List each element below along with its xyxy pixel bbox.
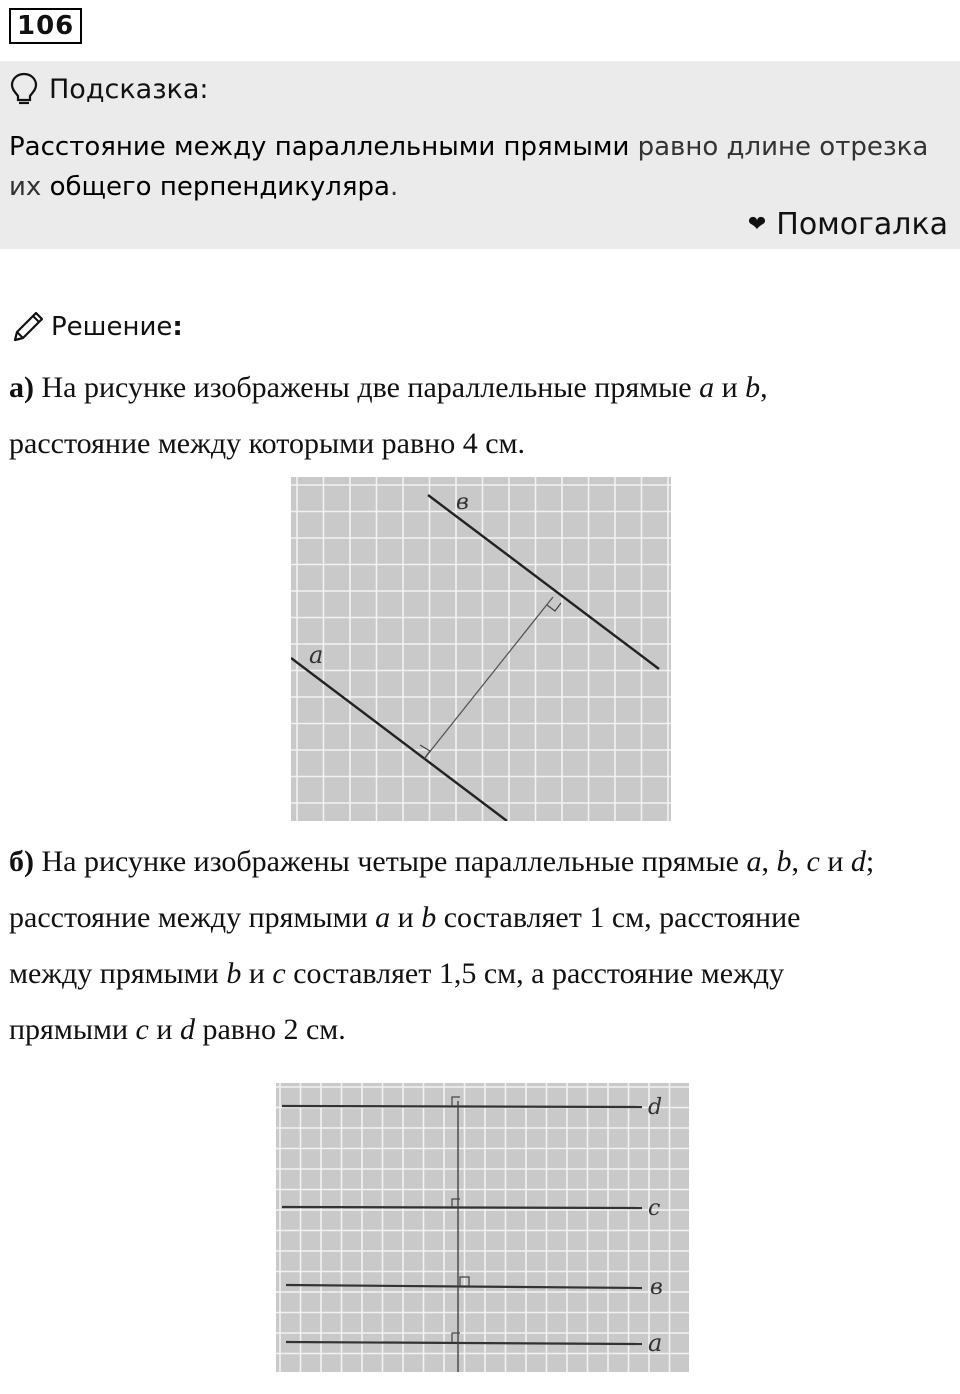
var: a xyxy=(375,901,391,934)
var: d xyxy=(179,1013,195,1046)
grid-b xyxy=(276,1083,689,1372)
right-angle-mark xyxy=(547,603,561,611)
part-a-t4: расстояние между которыми равно 4 см. xyxy=(9,427,526,460)
hint-panel xyxy=(0,61,960,249)
var: d xyxy=(850,845,866,878)
var: b xyxy=(421,901,437,934)
pencil-icon xyxy=(9,308,47,346)
part-b-t6: и xyxy=(241,957,273,990)
line-d xyxy=(282,1106,642,1107)
right-angle-mark xyxy=(452,1097,460,1106)
part-b-t4: составляет 1 см, расстояние xyxy=(436,901,801,934)
part-b-t1: На рисунке изображены четыре параллельные прямые xyxy=(34,845,747,878)
label-b: в xyxy=(650,1275,663,1300)
part-b-label: б) xyxy=(9,845,34,878)
label-a: a xyxy=(648,1329,663,1357)
part-a-t2: и xyxy=(714,371,746,404)
part-a-t3: , xyxy=(760,371,768,404)
line-c xyxy=(282,1207,642,1208)
right-angle-mark xyxy=(452,1333,460,1342)
helper-signature xyxy=(748,207,948,242)
hint-bold-2: общего перпендикуляра xyxy=(49,172,390,202)
part-b-t5: между прямыми xyxy=(9,957,227,990)
grid-a xyxy=(291,477,671,821)
var: c xyxy=(135,1013,149,1046)
sep: , xyxy=(791,845,807,878)
figure-a xyxy=(291,477,671,821)
hint-plain-1: равно длине отрезка xyxy=(629,132,929,162)
part-b-t9: и xyxy=(148,1013,180,1046)
line-b xyxy=(428,495,659,669)
var: b xyxy=(776,845,792,878)
part-a-label: а) xyxy=(9,371,34,404)
task-number: 106 xyxy=(9,8,82,44)
part-a-t1: На рисунке изображены две параллельные прямые xyxy=(34,371,700,404)
part-a-text xyxy=(9,360,954,472)
right-angle-mark xyxy=(452,1199,460,1207)
label-c: c xyxy=(648,1196,661,1221)
perpendicular-segment xyxy=(424,597,553,759)
part-b-text xyxy=(9,834,954,1058)
sep: , xyxy=(761,845,777,878)
hint-header xyxy=(9,71,209,107)
part-b-t7: составляет 1,5 см, а расстояние между xyxy=(285,957,785,990)
solution-colon: : xyxy=(172,312,183,342)
label-b: в xyxy=(456,490,469,515)
lightbulb-icon xyxy=(9,71,39,107)
part-b-t2: расстояние между прямыми xyxy=(9,901,376,934)
heart-icon: ❤ xyxy=(747,212,767,237)
hint-text xyxy=(9,127,939,207)
var: a xyxy=(699,371,715,404)
sep: ; xyxy=(865,845,875,878)
line-b xyxy=(286,1285,642,1288)
part-b-t8: прямыми xyxy=(9,1013,136,1046)
solution-header xyxy=(9,308,183,346)
var: a xyxy=(746,845,762,878)
part-b-t3: и xyxy=(390,901,422,934)
var: b xyxy=(745,371,761,404)
hint-plain-2: их xyxy=(9,172,50,202)
figure-b xyxy=(276,1083,689,1372)
label-a: a xyxy=(309,641,324,669)
hint-bold-1: Расстояние между параллельными прямыми xyxy=(9,132,630,162)
hint-plain-3: . xyxy=(389,172,399,202)
helper-label: Помогалка xyxy=(776,207,948,242)
line-a xyxy=(286,1342,642,1344)
var: c xyxy=(806,845,820,878)
var: c xyxy=(272,957,286,990)
sep: и xyxy=(819,845,851,878)
part-b-t10: равно 2 см. xyxy=(194,1013,346,1046)
var: b xyxy=(226,957,242,990)
solution-title: Решение xyxy=(51,312,173,342)
label-d: d xyxy=(648,1095,663,1120)
hint-title: Подсказка: xyxy=(49,73,209,105)
